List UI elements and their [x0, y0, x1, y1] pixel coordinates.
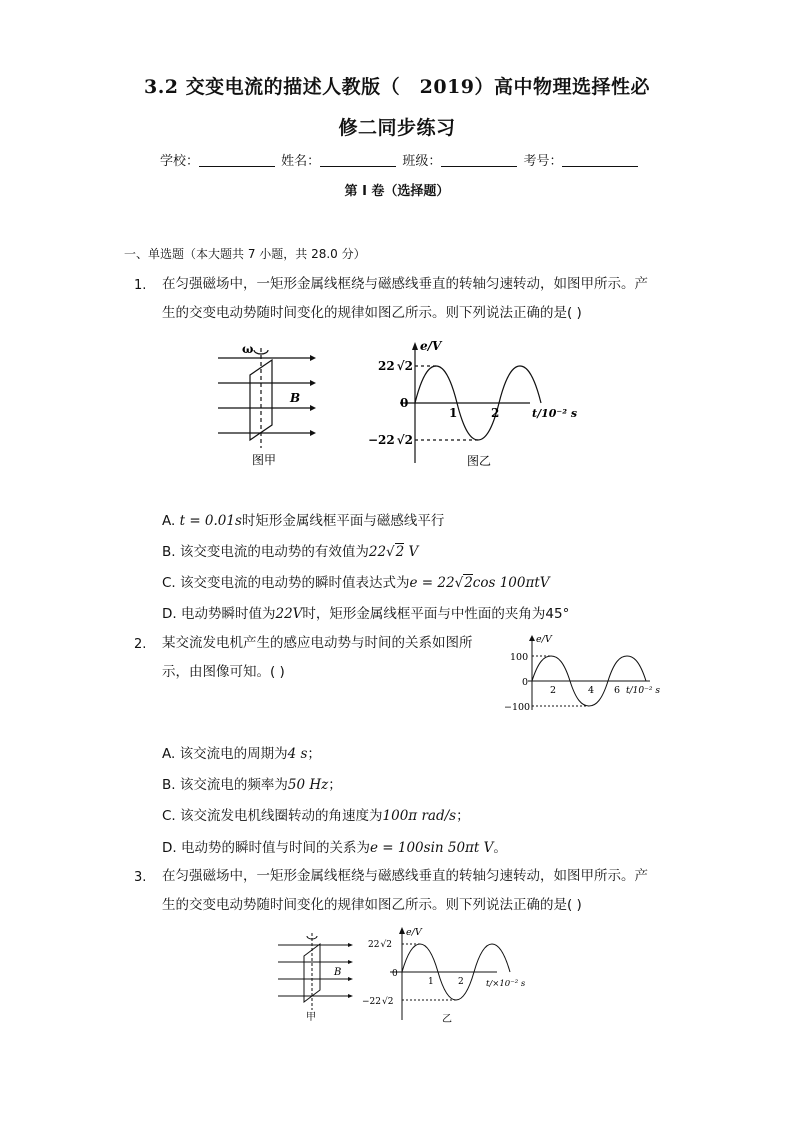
- school-label: 学校：: [160, 154, 200, 169]
- question-2-text-line-1: 某交流发电机产生的感应电动势与时间的关系如图所: [162, 635, 473, 651]
- name-label: 姓名：: [281, 154, 321, 169]
- q3-ymin-label: −22√2: [362, 997, 394, 1007]
- q3-zero-label: 0: [392, 969, 398, 979]
- question-1-text: [162, 270, 682, 328]
- q3-ymax-label: 22√2: [368, 940, 392, 950]
- question-1-text-line-1: 在匀强磁场中，一矩形金属线框绕与磁感线垂直的转轴匀速转动，如图甲所示。产: [162, 276, 648, 292]
- question-3-text-line-2: 生的交变电动势随时间变化的规律如图乙所示。则下列说法正确的是( ): [162, 897, 582, 913]
- q3-tick-2: 2: [458, 977, 464, 987]
- class-label: 班级：: [402, 154, 442, 169]
- q2-tick-2: 2: [550, 685, 557, 696]
- school-blank: [199, 154, 275, 167]
- q3-b-field-label: B: [334, 967, 342, 978]
- question-3-number: 3.: [134, 870, 147, 885]
- yi-zero-label: 0: [400, 396, 409, 410]
- yi-tick-1: 1: [449, 406, 458, 420]
- q1-option-b[interactable]: B. 该交变电流的电动势的有效值为22√2 V: [162, 544, 419, 560]
- q2-option-b[interactable]: B. 该交流电的频率为50 Hz；: [162, 777, 342, 793]
- question-2-text: [162, 629, 492, 687]
- q3-y-axis-label: e/V: [406, 927, 422, 938]
- q2-option-c[interactable]: C. 该交流发电机线圈转动的角速度为100π rad/s；: [162, 808, 470, 824]
- b-field-label: B: [290, 391, 301, 405]
- q1-option-d[interactable]: D. 电动势瞬时值为22V时，矩形金属线框平面与中性面的夹角为45°: [162, 606, 570, 622]
- q2-option-d[interactable]: D. 电动势的瞬时值与时间的关系为e = 100sin 50πt V。: [162, 840, 507, 856]
- q2-tick-4: 4: [588, 685, 595, 696]
- volume-heading: 第 I 卷（选择题）: [344, 184, 450, 199]
- q1-option-a[interactable]: A. t = 0.01s时矩形金属线框平面与磁感线平行: [162, 513, 445, 529]
- q3-tick-1: 1: [428, 977, 434, 987]
- question-3-text-line-1: 在匀强磁场中，一矩形金属线框绕与磁感线垂直的转轴匀速转动，如图甲所示。产: [162, 868, 648, 884]
- question-2-text-line-2: 示，由图像可知。( ): [162, 664, 285, 680]
- q2-x-axis-label: t/10⁻² s: [626, 686, 660, 696]
- class-blank: [441, 154, 517, 167]
- q2-y-axis-label: e/V: [536, 634, 552, 645]
- student-info-line: [160, 150, 640, 169]
- yi-y-axis-label: e/V: [420, 339, 442, 353]
- q2-tick-6: 6: [614, 685, 621, 696]
- q3-figure-jia: [272, 928, 362, 1023]
- page-title-line-1: 3.2 交变电流的描述人教版（ 2019）高中物理选择性必: [143, 76, 651, 98]
- fig-jia-caption: 图甲: [252, 453, 277, 467]
- question-3-text: [162, 862, 682, 920]
- q2-option-a[interactable]: A. 该交流电的周期为4 s；: [162, 746, 321, 762]
- q2-ymin-label: −100: [504, 702, 531, 713]
- q3-fig-jia-caption: 甲: [306, 1012, 316, 1023]
- yi-ymin-label: −22 √2: [368, 433, 414, 447]
- q3-fig-yi-caption: 乙: [442, 1014, 452, 1025]
- omega-label: ω: [242, 342, 254, 356]
- exam-no-blank: [562, 154, 638, 167]
- question-1-text-line-2: 生的交变电动势随时间变化的规律如图乙所示。则下列说法正确的是( ): [162, 305, 582, 321]
- fig-yi-caption: 图乙: [467, 454, 492, 468]
- exam-no-label: 考号：: [523, 154, 563, 169]
- yi-tick-2: 2: [491, 406, 500, 420]
- q1-option-c[interactable]: C. 该交变电流的电动势的瞬时值表达式为e = 22√2cos 100πtV: [162, 575, 550, 591]
- q3-x-axis-label: t/×10⁻² s: [486, 979, 526, 989]
- q1-figure-jia: [210, 340, 320, 470]
- yi-ymax-label: 22 √2: [378, 359, 413, 373]
- page-title-line-2: 修二同步练习: [338, 117, 456, 139]
- question-1-number: 1.: [134, 278, 147, 293]
- q1-figure-yi: [360, 338, 590, 473]
- name-blank: [320, 154, 396, 167]
- yi-x-axis-label: t/10⁻² s: [532, 407, 578, 420]
- q2-figure: [500, 632, 670, 714]
- q2-zero-label: 0: [522, 677, 529, 688]
- question-2-number: 2.: [134, 637, 147, 652]
- q3-figure-yi: [362, 925, 537, 1025]
- section-heading: 一、单选题（本大题共 7 小题，共 28.0 分）: [124, 247, 366, 261]
- q2-ymax-label: 100: [510, 652, 529, 663]
